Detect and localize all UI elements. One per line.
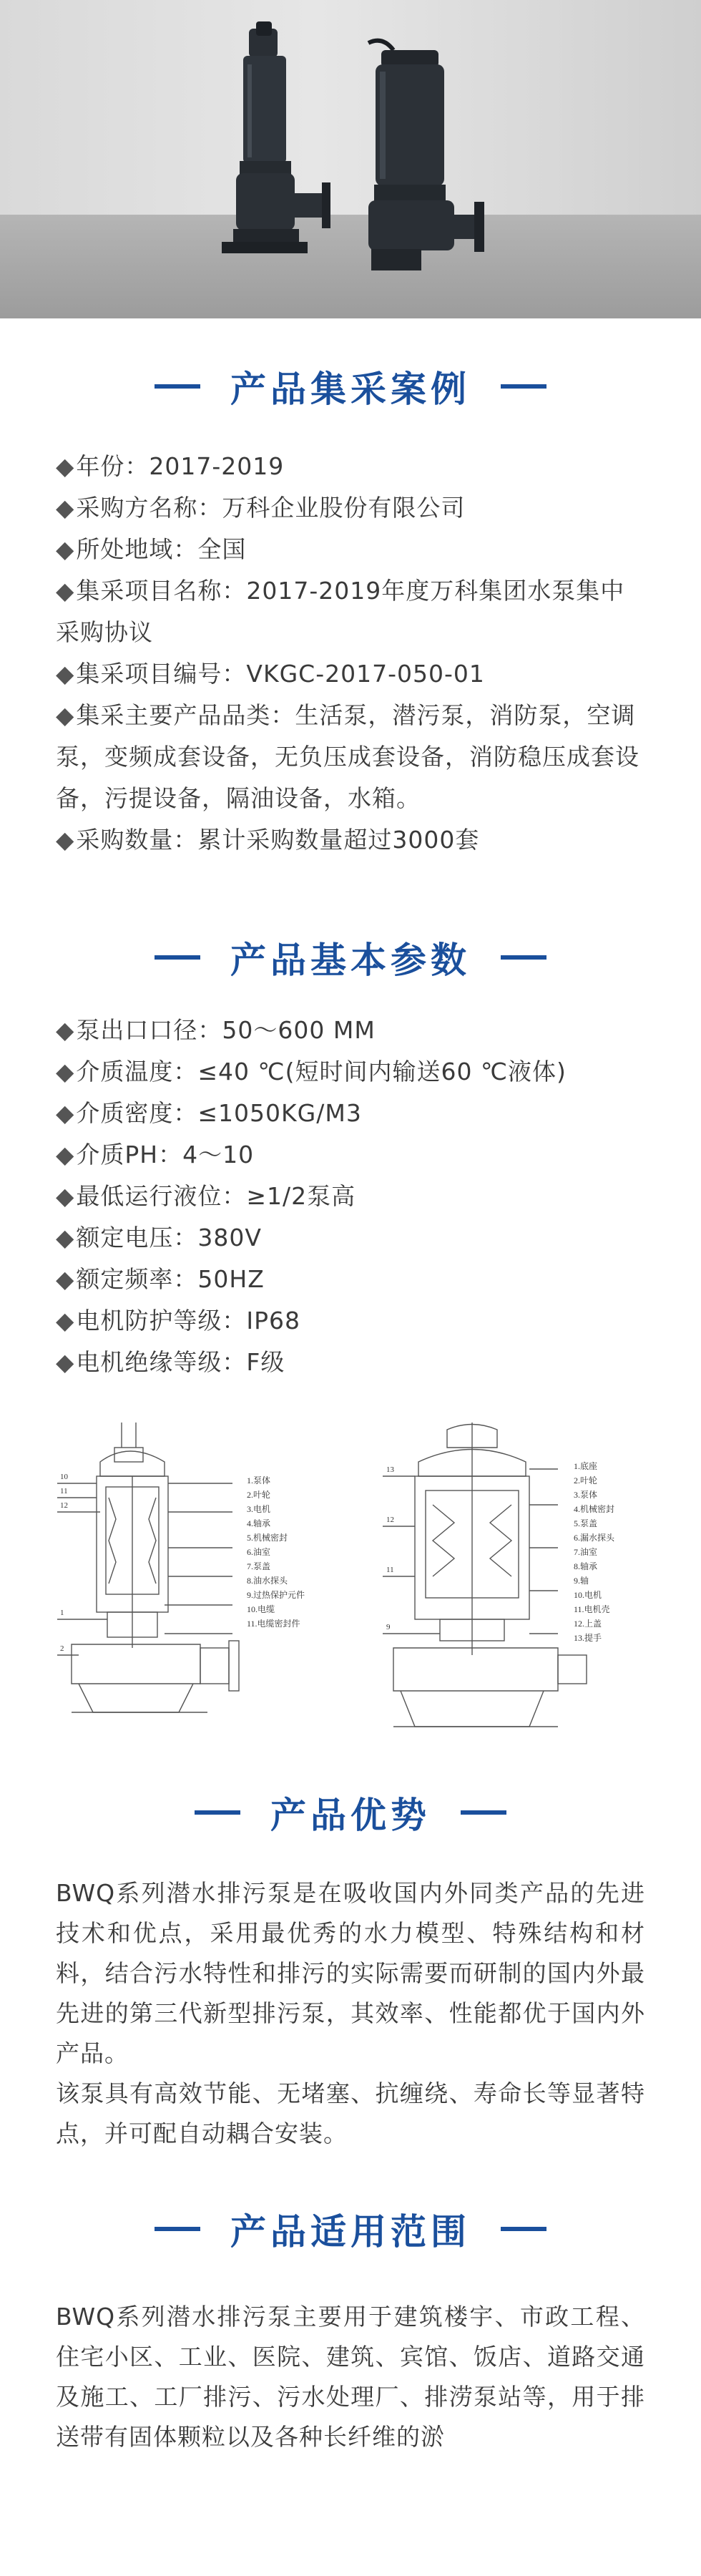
diagram-label-right-8: 8.轴承 <box>574 1561 598 1571</box>
diamond-bullet-icon: ◆ <box>56 452 75 480</box>
section-title-procurement-case <box>0 361 701 411</box>
diamond-bullet-icon: ◆ <box>56 494 75 522</box>
diagram-label-left-11: 11.电缆密封件 <box>247 1619 300 1629</box>
diagram-label-right-12: 12.上盖 <box>574 1619 602 1629</box>
diagram-label-right-7: 7.油室 <box>574 1547 598 1557</box>
diagram-label-left-7: 7.泵盖 <box>247 1561 271 1571</box>
list-item: ◆介质PH：4～10 <box>56 1141 255 1169</box>
title-dash-left <box>195 1810 240 1815</box>
diagram-label-left-9: 9.过热保护元件 <box>247 1590 305 1600</box>
advantages-paragraph: 该泵具有高效节能、无堵塞、抗缠绕、寿命长等显著特点，并可配自动耦合安装。 <box>56 2079 645 2147</box>
diamond-bullet-icon: ◆ <box>56 535 75 563</box>
pump-left-image <box>215 21 336 272</box>
title-text: 产品基本参数 <box>230 940 471 981</box>
diamond-bullet-icon: ◆ <box>56 1348 75 1376</box>
diamond-bullet-icon: ◆ <box>56 660 75 688</box>
diagram-label-left-4: 4.轴承 <box>247 1518 271 1528</box>
title-text: 产品适用范围 <box>230 2211 471 2253</box>
diagram-label-left-10: 10.电缆 <box>247 1604 275 1614</box>
photo-backdrop-floor <box>0 215 701 318</box>
diagram-label-right-11: 11.电机壳 <box>574 1604 610 1614</box>
svg-text:10: 10 <box>60 1473 68 1481</box>
diagram-label-left-6: 6.油室 <box>247 1547 271 1557</box>
title-text: 产品优势 <box>270 1795 431 1836</box>
diamond-bullet-icon: ◆ <box>56 701 75 729</box>
diagram-label-right-1: 1.底座 <box>574 1461 598 1471</box>
diamond-bullet-icon: ◆ <box>56 577 75 605</box>
basic-parameters-list <box>0 1010 701 1383</box>
diamond-bullet-icon: ◆ <box>56 1141 75 1169</box>
diamond-bullet-icon: ◆ <box>56 826 75 854</box>
list-item: ◆额定电压：380V <box>56 1224 262 1252</box>
title-text: 产品集采案例 <box>230 369 471 410</box>
diamond-bullet-icon: ◆ <box>56 1224 75 1252</box>
section-title-application-scope <box>0 2204 701 2254</box>
diagram-label-right-6: 6.漏水探头 <box>574 1533 615 1543</box>
svg-text:12: 12 <box>386 1516 394 1524</box>
list-item: ◆泵出口口径：50～600 MM <box>56 1016 376 1044</box>
title-dash-right <box>501 384 546 389</box>
pump-structure-diagram <box>57 1419 644 1745</box>
procurement-case-list <box>0 446 701 861</box>
list-item: ◆额定频率：50HZ <box>56 1265 265 1293</box>
title-dash-right <box>501 955 546 960</box>
diamond-bullet-icon: ◆ <box>56 1099 75 1127</box>
list-item: ◆所处地域：全国 <box>56 535 247 563</box>
title-dash-left <box>155 2227 200 2231</box>
diagram-label-right-4: 4.机械密封 <box>574 1504 615 1514</box>
diagram-label-right-2: 2.叶轮 <box>574 1475 598 1485</box>
diagram-label-right-5: 5.泵盖 <box>574 1518 598 1528</box>
application-scope-paragraph: BWQ系列潜水排污泵主要用于建筑楼宇、市政工程、住宅小区、工业、医院、建筑、宾馆、饭店、道路交通及施工、工厂排污、污水处理厂、排涝泵站等，用于排送带有固体颗粒以及各种长纤维的淤 <box>56 2303 645 2451</box>
svg-text:11: 11 <box>386 1566 394 1574</box>
svg-text:2: 2 <box>60 1644 64 1653</box>
diagram-drawing <box>57 1419 644 1745</box>
svg-text:13: 13 <box>386 1465 394 1474</box>
title-dash-left <box>155 955 200 960</box>
diamond-bullet-icon: ◆ <box>56 1016 75 1044</box>
advantages-paragraph: BWQ系列潜水排污泵是在吸收国内外同类产品的先进技术和优点，采用最优秀的水力模型、特殊结构和材料，结合污水特性和排污的实际需要而研制的国内外最先进的第三代新型排污泵，其效率、性能都优于国内外产品。 <box>56 1879 645 2067</box>
diagram-label-right-3: 3.泵体 <box>574 1490 598 1500</box>
photo-backdrop-wall <box>0 0 701 215</box>
list-item: ◆介质密度：≤1050KG/M3 <box>56 1099 362 1127</box>
diamond-bullet-icon: ◆ <box>56 1058 75 1085</box>
diamond-bullet-icon: ◆ <box>56 1265 75 1293</box>
list-item: ◆介质温度：≤40 ℃(短时间内输送60 ℃液体) <box>56 1058 567 1085</box>
diagram-label-left-5: 5.机械密封 <box>247 1533 288 1543</box>
diagram-label-left-3: 3.电机 <box>247 1504 271 1514</box>
list-item: ◆年份：2017-2019 <box>56 452 285 480</box>
diagram-label-left-1: 1.泵体 <box>247 1475 271 1485</box>
list-item: ◆采购方名称：万科企业股份有限公司 <box>56 494 466 522</box>
title-dash-right <box>461 1810 506 1815</box>
pump-right-image <box>354 36 490 279</box>
svg-text:11: 11 <box>60 1487 68 1496</box>
title-dash-left <box>155 384 200 389</box>
diagram-label-right-13: 13.提手 <box>574 1633 602 1643</box>
list-item: ◆电机绝缘等级：F级 <box>56 1348 285 1376</box>
svg-text:1: 1 <box>60 1609 64 1617</box>
diamond-bullet-icon: ◆ <box>56 1182 75 1210</box>
list-item: ◆最低运行液位：≥1/2泵高 <box>56 1182 356 1210</box>
svg-text:12: 12 <box>60 1501 68 1510</box>
diagram-label-right-9: 9.轴 <box>574 1576 589 1586</box>
title-dash-right <box>501 2227 546 2231</box>
list-item: ◆集采项目名称：2017-2019年度万科集团水泵集中采购协议 <box>56 577 625 646</box>
list-item: ◆采购数量：累计采购数量超过3000套 <box>56 826 480 854</box>
list-item: ◆集采项目编号：VKGC-2017-050-01 <box>56 660 485 688</box>
list-item: ◆集采主要产品品类：生活泵，潜污泵，消防泵，空调泵，变频成套设备，无负压成套设备，消防稳压成套设备，污提设备，隔油设备，水箱。 <box>56 701 639 812</box>
hero-product-photo <box>0 0 701 318</box>
diamond-bullet-icon: ◆ <box>56 1307 75 1335</box>
svg-text:9: 9 <box>386 1623 391 1631</box>
diagram-label-left-2: 2.叶轮 <box>247 1490 271 1500</box>
diagram-label-right-10: 10.电机 <box>574 1590 602 1600</box>
diagram-label-left-8: 8.油水探头 <box>247 1576 288 1586</box>
list-item: ◆电机防护等级：IP68 <box>56 1307 301 1335</box>
section-title-basic-parameters <box>0 932 701 982</box>
section-title-advantages <box>0 1787 701 1838</box>
